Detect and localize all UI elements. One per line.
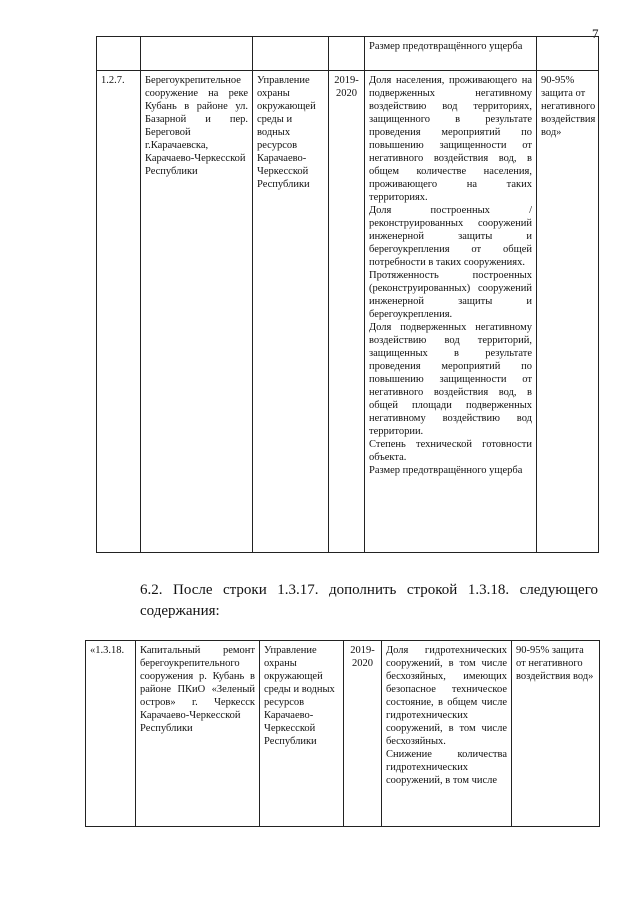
cell-years: 2019-2020 <box>344 641 382 827</box>
cell-executor: Управление охраны окружающей среды и водных ресурсов Карачаево-Черкесской Республики <box>260 641 344 827</box>
indicator-item: Размер предотвращённого ущерба <box>369 465 523 476</box>
page-number: 7 <box>592 26 599 41</box>
cell-num: 1.2.7. <box>97 71 141 553</box>
cell-executor <box>253 37 329 71</box>
cell-result: 90-95% защита от негативного воздействия вод» <box>537 71 599 553</box>
amendment-paragraph <box>98 580 598 622</box>
cell-result: 90-95% защита от негативного воздействия вод» <box>512 641 600 827</box>
indicator-item: Доля гидротехнических сооружений, в том числе бесхозяйных, имеющих безопасное техническое состояние, в общем числе гидротехнических сооружений, в том числе бесхозяйных. <box>386 645 507 747</box>
measures-table-continued <box>96 36 599 553</box>
cell-executor: Управление охраны окружающей среды и водных ресурсов Карачаево-Черкесской Республики <box>253 71 329 553</box>
cell-years <box>329 37 365 71</box>
indicator-item: Доля населения, проживающего на подверженных негативному воздействию вод территориях, защищенного в результате проведения мероприятий по повышению защищенности от негативного воздействия вод, в общем количестве населения, проживающего на таких территориях. <box>369 75 532 203</box>
cell-indicator: Размер предотвращённого ущерба <box>365 37 537 71</box>
indicator-item: Доля подверженных негативному воздействию вод территорий, защищенных в результате проведения мероприятий по повышению защищенности от негативного воздействия вод, в общей площади подверженных негативному воздействию вод территории. <box>369 322 532 437</box>
cell-years: 2019-2020 <box>329 71 365 553</box>
indicator-item: Доля построенных / реконструированных сооружений инженерной защиты и берегоукрепления от общей потребности в таких сооружениях. <box>369 205 532 268</box>
table-row <box>97 37 599 71</box>
cell-num: «1.3.18. <box>86 641 136 827</box>
new-row-table <box>85 640 600 827</box>
cell-num <box>97 37 141 71</box>
indicator-item: Степень технической готовности объекта. <box>369 439 532 463</box>
cell-result <box>537 37 599 71</box>
table-row <box>86 641 600 827</box>
cell-name: Капитальный ремонт берегоукрепительного сооружения р. Кубань в районе ПКиО «Зеленый остров» г. Черкесск Карачаево-Черкесской Республики <box>136 641 260 827</box>
paragraph-text: 6.2. После строки 1.3.17. дополнить строкой 1.3.18. следующего содержания: <box>140 582 598 619</box>
table-row <box>97 71 599 553</box>
cell-name: Берегоукрепительное сооружение на реке Кубань в районе ул. Базарной и пер. Береговой г.Карачаевска, Карачаево-Черкесской Республики <box>141 71 253 553</box>
cell-indicators <box>382 641 512 827</box>
indicator-item: Протяженность построенных (реконструированных) сооружений инженерной защиты и берегоукрепления. <box>369 270 532 320</box>
indicator-item: Снижение количества гидротехнических сооружений, в том числе <box>386 749 507 786</box>
cell-indicators <box>365 71 537 553</box>
cell-name <box>141 37 253 71</box>
